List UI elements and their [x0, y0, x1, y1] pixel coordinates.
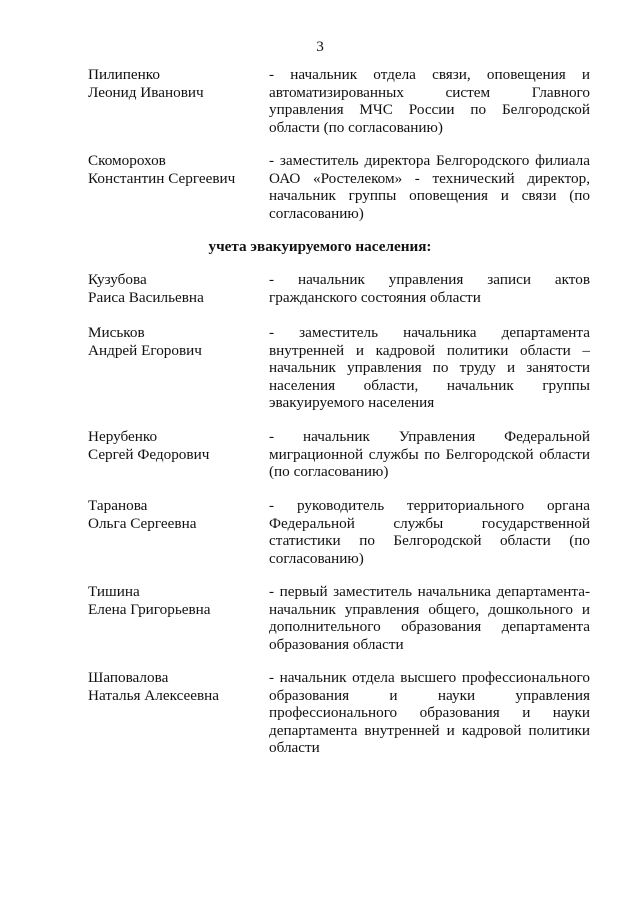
- person-name: [88, 152, 258, 187]
- person-name: [88, 271, 258, 306]
- surname: Нерубенко: [88, 428, 158, 445]
- section-heading: учета эвакуируемого населения:: [208, 238, 432, 255]
- person-role: - начальник отдела высшего профессионального образования и науки управления профессионального образования и науки департамента внутренней и кадровой политики области: [269, 669, 590, 757]
- person-role: - первый заместитель начальника департамента-начальник управления общего, дошкольного и дополнительного образования департамента образования области: [269, 583, 590, 653]
- person-name: [88, 497, 258, 532]
- person-role: - начальник отдела связи, оповещения и автоматизированных систем Главного управления МЧС России по Белгородской области (по согласованию): [269, 66, 590, 136]
- person-name: [88, 583, 258, 618]
- person-role: - руководитель территориального органа Федеральной службы государственной статистики по Белгородской области (по согласованию): [269, 497, 590, 567]
- person-name: [88, 324, 258, 359]
- given-names: Константин Сергеевич: [88, 169, 236, 187]
- surname: Шаповалова: [88, 669, 169, 686]
- given-names: Ольга Сергеевна: [88, 514, 197, 532]
- person-role: - начальник Управления Федеральной миграционной службы по Белгородской области (по согласованию): [269, 428, 590, 481]
- given-names: Елена Григорьевна: [88, 600, 211, 618]
- surname: Пилипенко: [88, 66, 160, 83]
- person-role: - заместитель начальника департамента внутренней и кадровой политики области – начальник управления по труду и занятости населения области, начальник группы эвакуируемого населения: [269, 324, 590, 412]
- given-names: Андрей Егорович: [88, 341, 202, 359]
- person-role: - начальник управления записи актов гражданского состояния области: [269, 271, 590, 306]
- surname: Таранова: [88, 497, 148, 514]
- given-names: Наталья Алексеевна: [88, 686, 220, 704]
- person-name: [88, 669, 258, 704]
- surname: Кузубова: [88, 271, 147, 288]
- page-number: 3: [316, 38, 324, 55]
- person-role: - заместитель директора Белгородского филиала ОАО «Ростелеком» - технический директор, начальник группы оповещения и связи (по согласованию): [269, 152, 590, 222]
- surname: Скоморохов: [88, 152, 166, 169]
- given-names: Леонид Иванович: [88, 83, 204, 101]
- person-name: [88, 428, 258, 463]
- surname: Миськов: [88, 324, 145, 341]
- given-names: Сергей Федорович: [88, 445, 210, 463]
- given-names: Раиса Васильевна: [88, 288, 204, 306]
- surname: Тишина: [88, 583, 140, 600]
- person-name: [88, 66, 258, 101]
